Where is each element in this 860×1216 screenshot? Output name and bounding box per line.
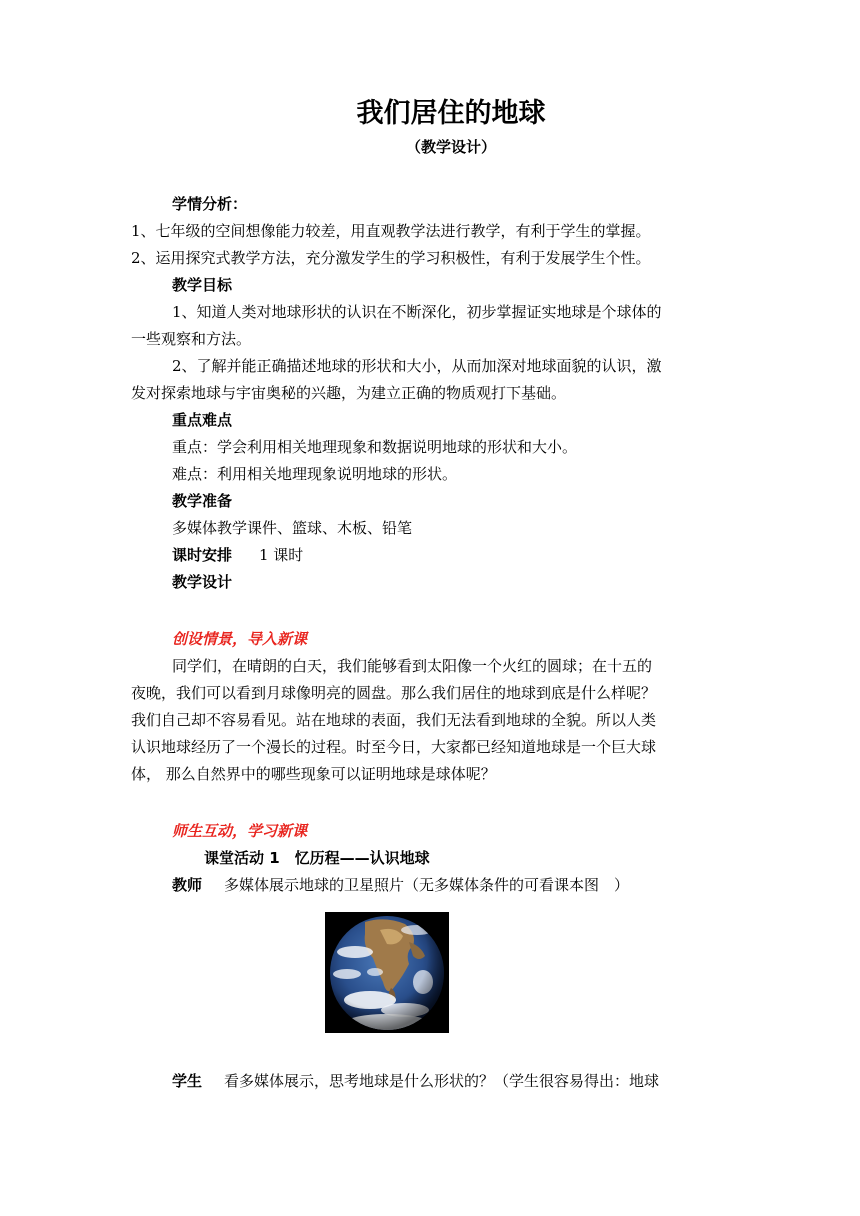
teacher-label: 教师 xyxy=(172,876,203,894)
objective-2-line-2: 发对探索地球与宇宙奥秘的兴趣，为建立正确的物质观打下基础。 xyxy=(131,384,567,402)
section1-line-2: 夜晚，我们可以看到月球像明亮的圆盘。那么我们居住的地球到底是什么样呢？ xyxy=(131,684,657,702)
section1-line-4: 认识地球经历了一个漫长的过程。时至今日，大家都已经知道地球是一个巨大球 xyxy=(131,738,657,756)
design-heading: 教学设计 xyxy=(172,573,233,591)
student-text: 看多媒体展示，思考地球是什么形状的？（学生很容易得出：地球 xyxy=(224,1072,660,1090)
earth-satellite-photo xyxy=(325,912,449,1033)
difficult-point: 难点：利用相关地理现象说明地球的形状。 xyxy=(172,465,458,483)
analysis-heading: 学情分析： xyxy=(172,195,248,213)
key-point: 重点：学会利用相关地理现象和数据说明地球的形状和大小。 xyxy=(172,438,578,456)
schedule-heading: 课时安排 xyxy=(172,546,233,564)
objective-1-line-2: 一些观察和方法。 xyxy=(131,330,252,348)
objectives-heading: 教学目标 xyxy=(172,276,233,294)
document-title: 我们居住的地球 xyxy=(356,98,546,129)
section2-heading: 师生互动，学习新课 xyxy=(172,822,308,840)
section1-heading: 创设情景，导入新课 xyxy=(172,630,308,648)
keypoints-heading: 重点难点 xyxy=(172,411,233,429)
schedule-content: 1 课时 xyxy=(259,546,304,564)
section1-line-3: 我们自己却不容易看见。站在地球的表面，我们无法看到地球的全貌。所以人类 xyxy=(131,711,657,729)
student-label: 学生 xyxy=(172,1072,203,1090)
preparation-content: 多媒体教学课件、篮球、木板、铅笔 xyxy=(172,519,413,537)
section1-line-1: 同学们，在晴朗的白天，我们能够看到太阳像一个火红的圆球；在十五的 xyxy=(172,657,653,675)
section1-line-5: 体， 那么自然界中的哪些现象可以证明地球是球体呢？ xyxy=(131,765,496,783)
analysis-item-1: 1、七年级的空间想像能力较差，用直观教学法进行教学，有利于学生的掌握。 xyxy=(131,222,651,240)
objective-2-line-1: 2、了解并能正确描述地球的形状和大小，从而加深对地球面貌的认识，激 xyxy=(172,357,662,375)
activity-1-heading: 课堂活动 1 忆历程——认识地球 xyxy=(204,849,430,867)
teacher-text: 多媒体展示地球的卫星照片（无多媒体条件的可看课本图 ） xyxy=(224,876,630,894)
preparation-heading: 教学准备 xyxy=(172,492,233,510)
analysis-item-2: 2、运用探究式教学方法，充分激发学生的学习积极性，有利于发展学生个性。 xyxy=(131,249,651,267)
objective-1-line-1: 1、知道人类对地球形状的认识在不断深化，初步掌握证实地球是个球体的 xyxy=(172,303,662,321)
document-subtitle: （教学设计） xyxy=(405,138,496,156)
